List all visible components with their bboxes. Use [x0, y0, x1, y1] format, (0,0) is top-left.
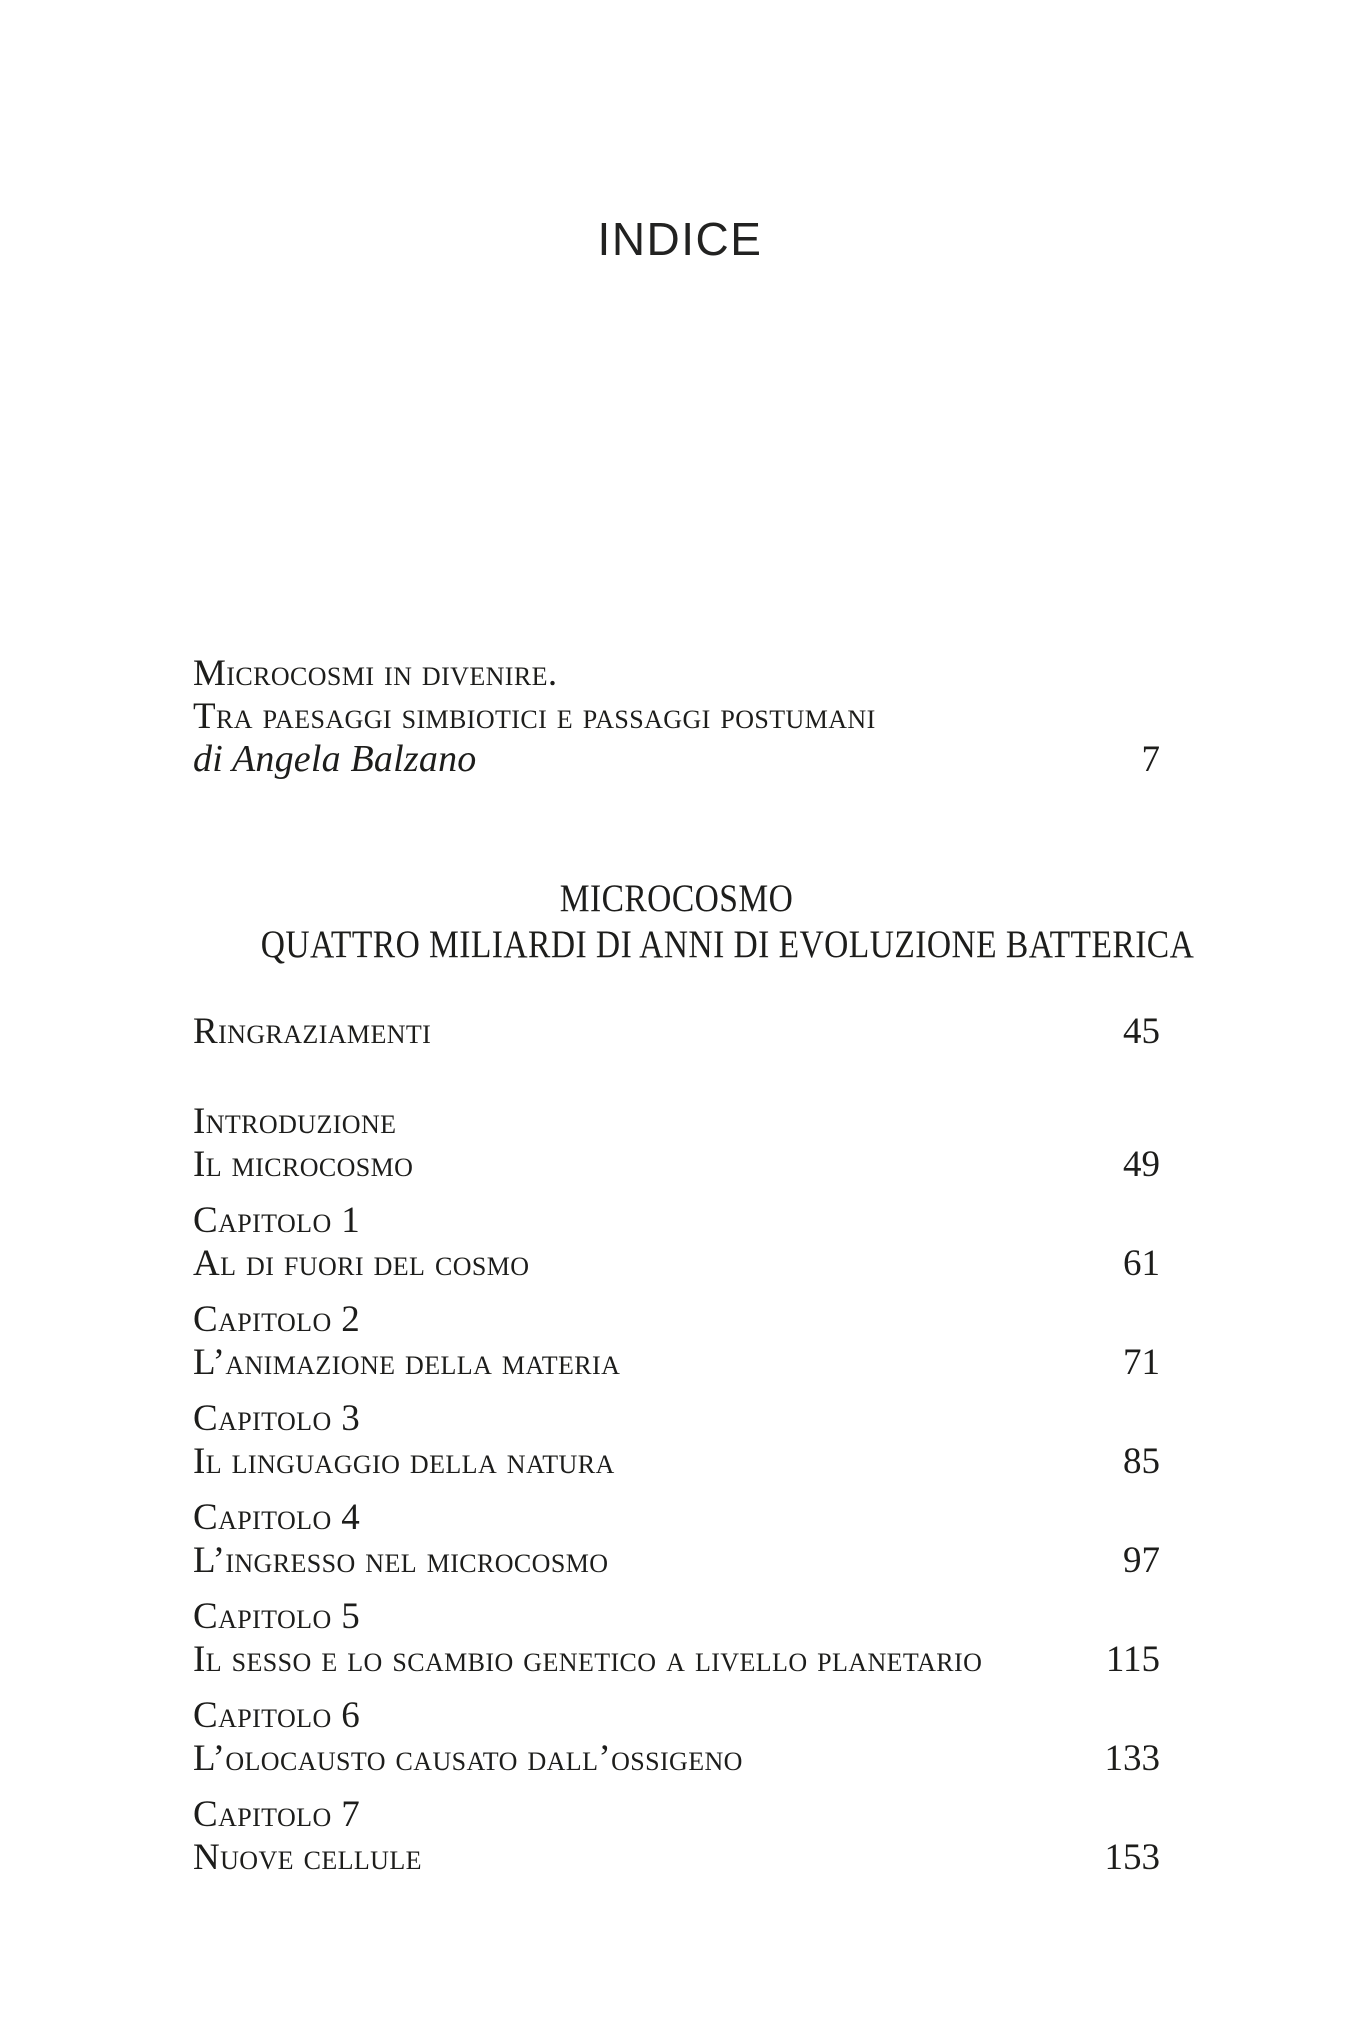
entry-heading: Capitolo 4	[193, 1497, 361, 1538]
toc-column	[193, 652, 1195, 1892]
toc-entry	[193, 1298, 1160, 1384]
entry-row	[193, 1143, 1160, 1186]
entry-heading: Capitolo 5	[193, 1596, 361, 1637]
entry-row	[193, 1242, 1160, 1285]
toc-entry	[193, 1595, 1160, 1681]
entry-row	[193, 1836, 1160, 1879]
entry-page-number: 115	[1105, 1639, 1160, 1680]
entry-title: Nuove cellule	[193, 1837, 422, 1878]
front-matter-entry	[193, 652, 1160, 781]
toc-entries	[193, 1010, 1160, 1879]
entry-page-number: 61	[1123, 1243, 1160, 1284]
toc-entry	[193, 1496, 1160, 1582]
entry-row	[193, 1440, 1160, 1483]
entry-heading: Capitolo 6	[193, 1695, 361, 1736]
entry-heading: Capitolo 7	[193, 1794, 361, 1835]
entry-title: Ringraziamenti	[193, 1011, 432, 1052]
toc-entry	[193, 1694, 1160, 1780]
entry-page-number: 133	[1104, 1738, 1160, 1779]
entry-title: Il linguaggio della natura	[193, 1441, 615, 1482]
entry-row	[193, 1010, 1160, 1053]
front-matter-author: di Angela Balzano	[193, 738, 477, 780]
page-title: INDICE	[597, 213, 763, 265]
book-subtitle: QUATTRO MILIARDI DI ANNI DI EVOLUZIONE BATTERICA	[260, 923, 1195, 966]
front-matter-byline-row	[193, 738, 1160, 781]
entry-page-number: 97	[1123, 1540, 1160, 1581]
toc-entry	[193, 1010, 1160, 1053]
book-title: MICROCOSMO	[559, 877, 794, 920]
entry-row	[193, 1539, 1160, 1582]
entry-title: Il microcosmo	[193, 1144, 414, 1185]
toc-entry	[193, 1199, 1160, 1285]
front-matter-page-number: 7	[1141, 739, 1160, 780]
front-matter-title-line1: Microcosmi in divenire.	[193, 653, 558, 694]
entry-row	[193, 1737, 1160, 1780]
entry-title: L’olocausto causato dall’ossigeno	[193, 1738, 743, 1779]
entry-page-number: 45	[1123, 1011, 1160, 1052]
entry-title: L’ingresso nel microcosmo	[193, 1540, 609, 1581]
book-section-header	[260, 876, 1195, 968]
toc-entry	[193, 1100, 1160, 1186]
entry-heading: Capitolo 2	[193, 1299, 361, 1340]
toc-entry	[193, 1793, 1160, 1879]
entry-row	[193, 1638, 1160, 1681]
entry-page-number: 71	[1123, 1342, 1160, 1383]
entry-page-number: 85	[1123, 1441, 1160, 1482]
entry-heading: Capitolo 1	[193, 1200, 361, 1241]
entry-heading: Capitolo 3	[193, 1398, 361, 1439]
entry-title: Il sesso e lo scambio genetico a livello planetario	[193, 1639, 983, 1680]
entry-row	[193, 1341, 1160, 1384]
front-matter-title-line2: Tra paesaggi simbiotici e passaggi postumani	[193, 696, 876, 737]
toc-entry	[193, 1397, 1160, 1483]
entry-title: L’animazione della materia	[193, 1342, 621, 1383]
entry-title: Al di fuori del cosmo	[193, 1243, 530, 1284]
entry-page-number: 49	[1123, 1144, 1160, 1185]
entry-heading: Introduzione	[193, 1101, 397, 1142]
entry-page-number: 153	[1104, 1837, 1160, 1878]
